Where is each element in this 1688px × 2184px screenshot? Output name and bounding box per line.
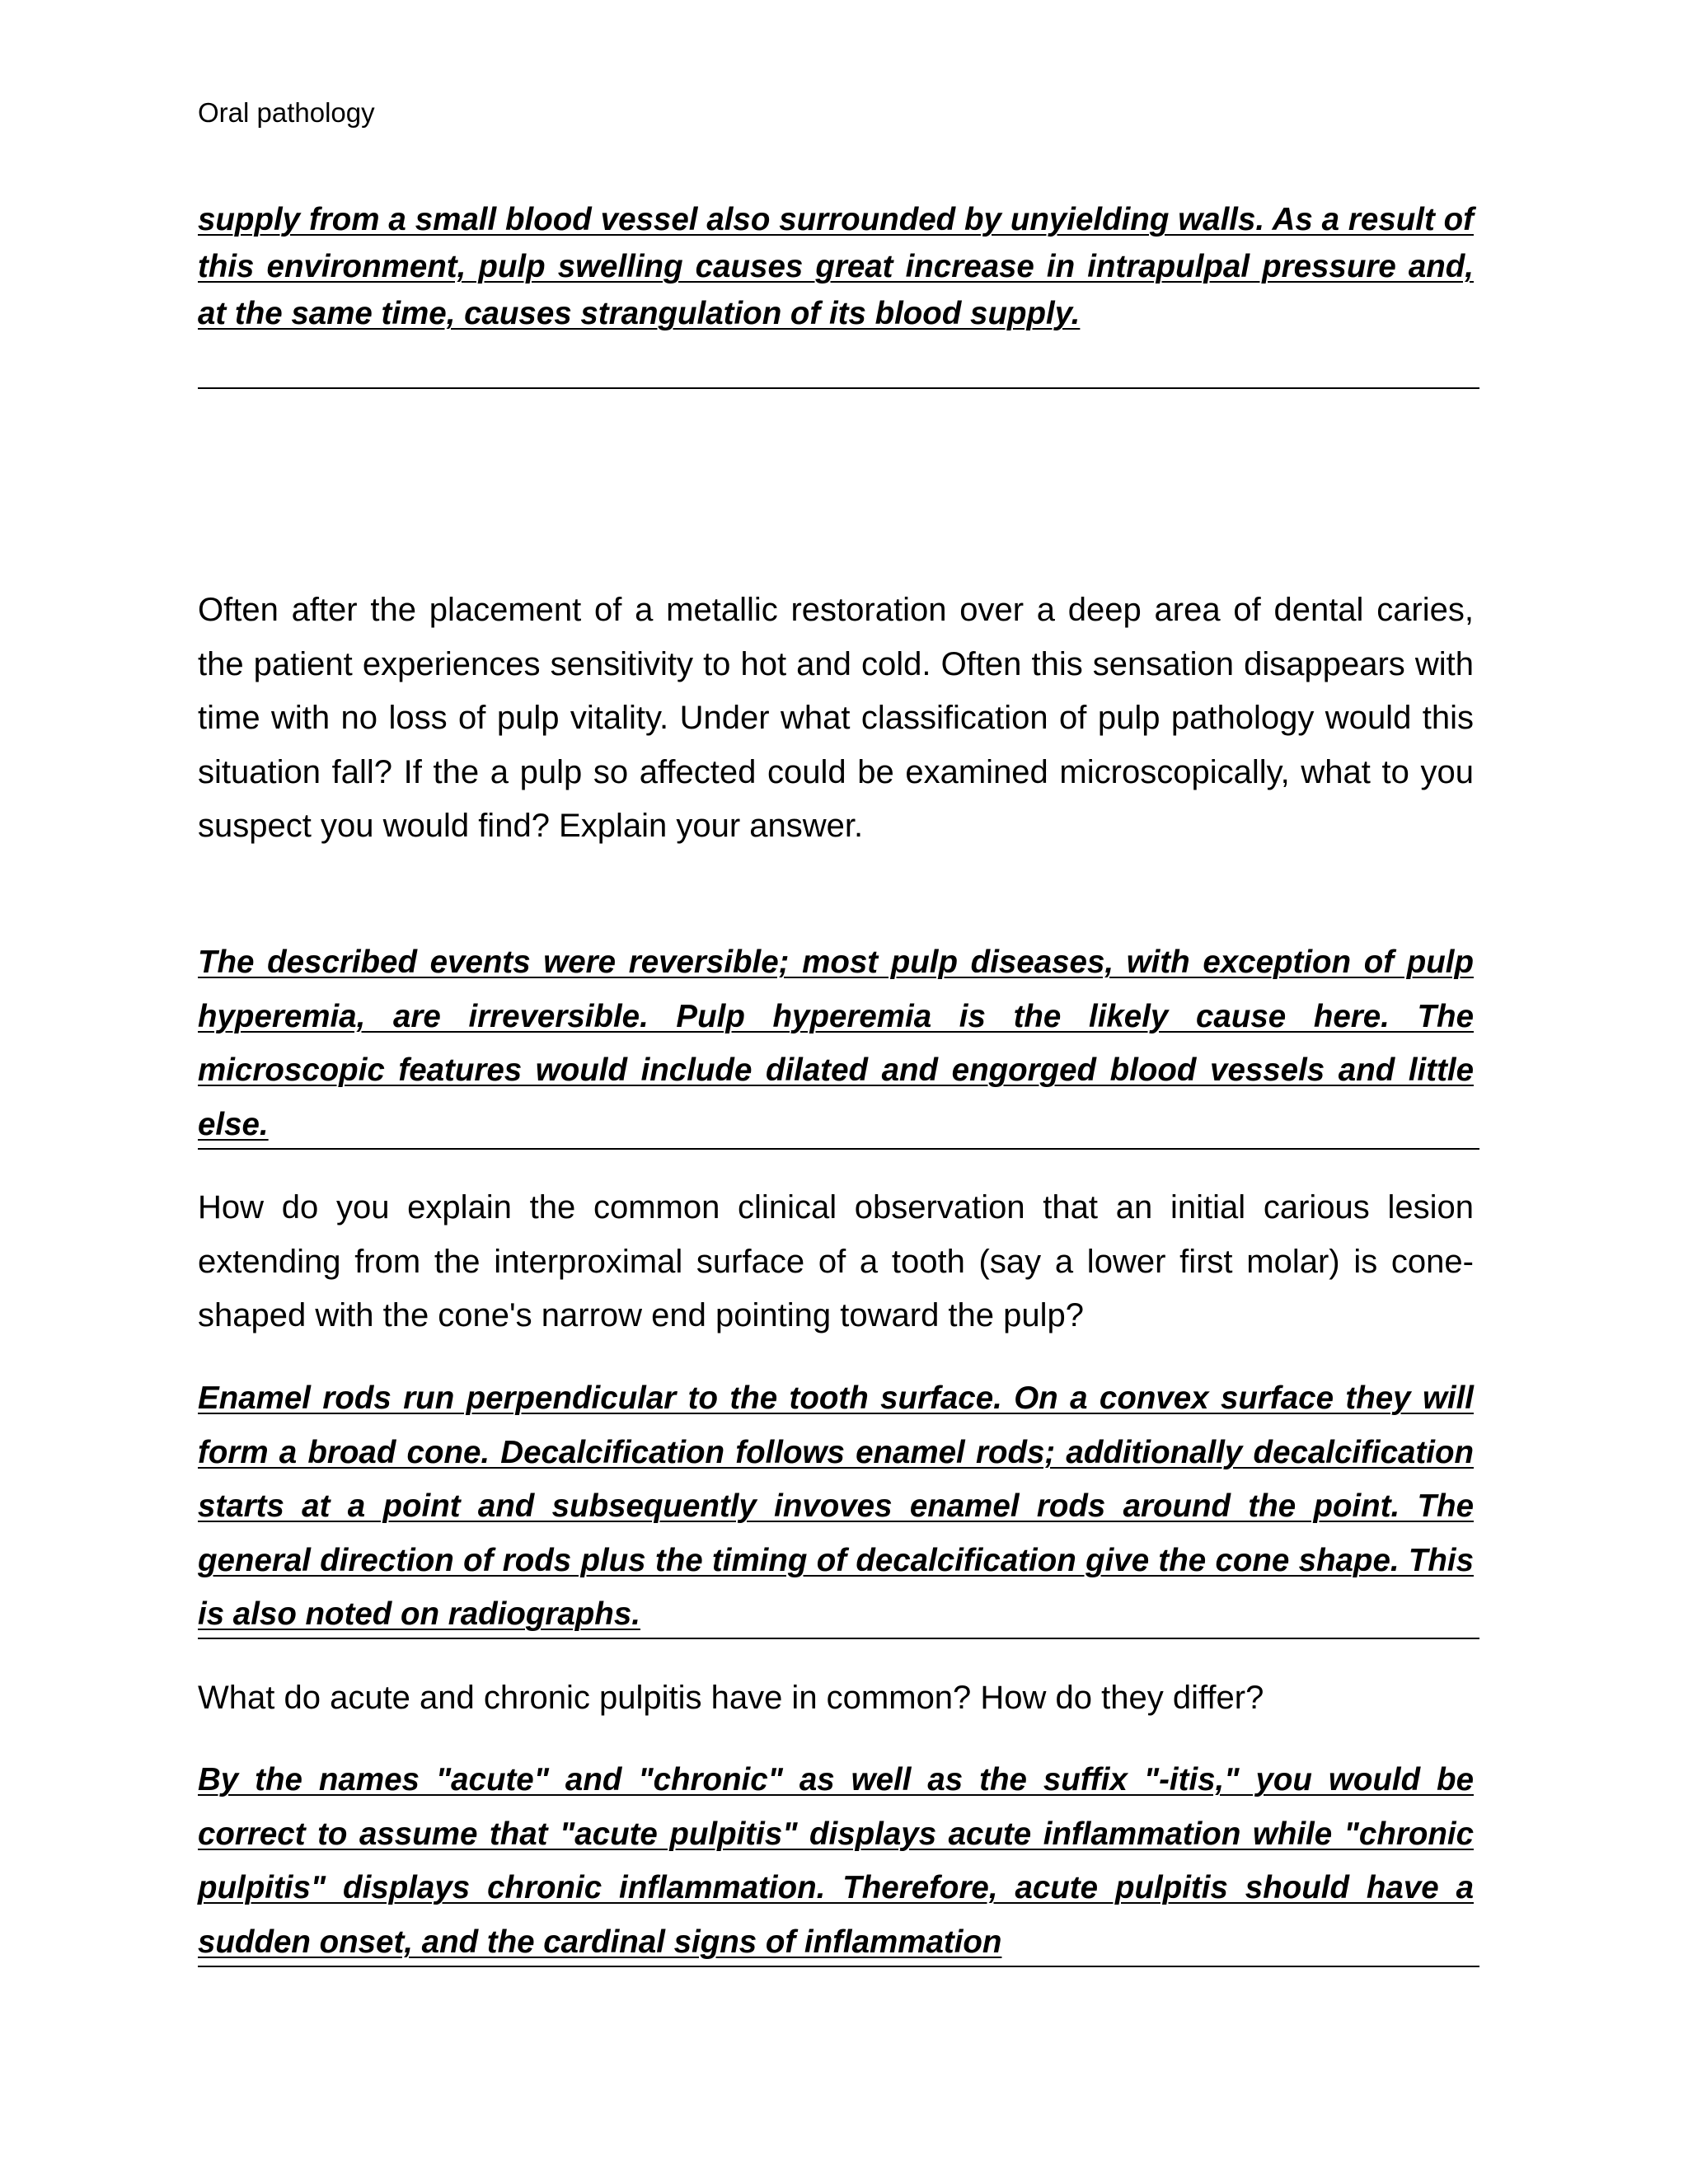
question-text-2: How do you explain the common clinical observation that an initial carious lesion extending from the interproximal surface of a tooth (say a lower first molar) is cone-shaped with the cone's narrow end pointing toward the pulp? [198, 1189, 1474, 1333]
answer-text-3: Enamel rods run perpendicular to the tooth surface. On a convex surface they will form a broad cone. Decalcification follows enamel rods; additionally decalcification starts at a point and subsequently invoves enamel rods around the point. The general direction of rods plus the timing of decalcification give the cone shape. This is also noted on radiographs. [198, 1380, 1474, 1632]
section-divider [198, 1148, 1479, 1150]
question-text-1: Often after the placement of a metallic restoration over a deep area of dental caries, the patient experiences sensitivity to hot and cold. Often this sensation disappears with time with no loss of pulp vitality. Under what classification of pulp pathology would this situation fall? If the a pulp so affected could be examined microscopically, what to you suspect you would find? Explain your answer. [198, 592, 1474, 844]
section-divider [198, 1966, 1479, 1967]
section-divider [198, 387, 1479, 389]
page-header: Oral pathology [198, 97, 375, 128]
section-divider [198, 1638, 1479, 1639]
question-text-3: What do acute and chronic pulpitis have in common? How do they differ? [198, 1680, 1264, 1716]
answer-text-1: supply from a small blood vessel also surrounded by unyielding walls. As a result of this environment, pulp swelling causes great increase in intrapulpal pressure and, at the same time, causes strangulation of its blood supply. [198, 202, 1474, 331]
answer-text-4: By the names "acute" and "chronic" as well as the suffix "-itis," you would be correct to assume that "acute pulpitis" displays acute inflammation while "chronic pulpitis" displays chronic inflammation. Therefore, acute pulpitis should have a sudden onset, and the cardinal signs of inflammation [198, 1762, 1474, 1960]
answer-text-2: The described events were reversible; most pulp diseases, with exception of pulp hyperemia, are irreversible. Pulp hyperemia is the likely cause here. The microscopic features would include dilated and engorged blood vessels and little else. [198, 944, 1474, 1142]
